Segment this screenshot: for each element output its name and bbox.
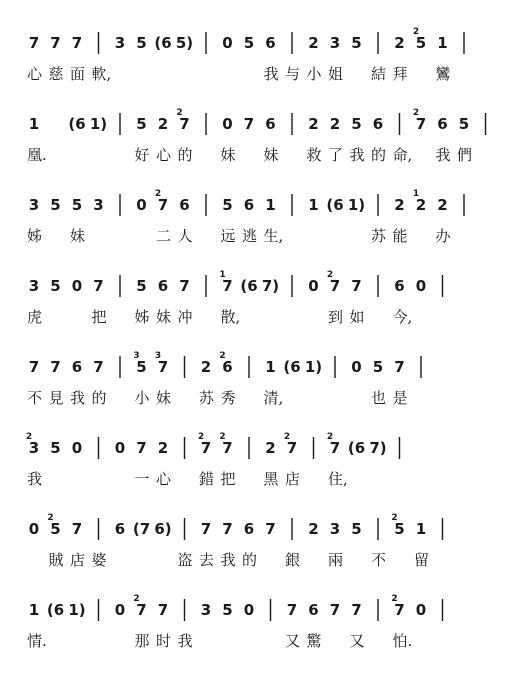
lyric-char: 办 [435,227,451,245]
lyric-char: 的 [242,551,258,569]
note-number: (6 [68,115,86,133]
note-number: 7 [50,34,61,52]
lyric-char: 店 [70,551,86,569]
note-number: 7 [179,277,190,295]
lyric-char: 店 [285,470,301,488]
grace-note: 2 [219,432,226,442]
note-number: 2 [394,34,405,52]
note-number: 7 [136,439,147,457]
note-number: 2 [200,358,212,376]
lyric-char: 时 [156,632,172,650]
note-number: 7 [71,520,83,538]
lyric-char: 面 [70,65,86,83]
note-number: 6 [308,601,319,619]
lyric-char: 冲 [177,308,193,326]
note-number: 5 [50,196,61,214]
lyric-char: 妹 [263,146,279,164]
lyric-char: 生, [263,227,284,245]
note-number: 7 [157,358,169,376]
note-number: (7 [132,520,151,538]
note-number: 7 [329,601,341,619]
note-number: 1 [265,358,276,376]
lyric-char: 住, [328,470,348,488]
grace-note: 2 [283,432,291,442]
lyric-char: 兩 [328,551,344,569]
note-number: 5 [50,277,61,295]
lyric-char: 不 [371,551,387,569]
lyric-char: 姐 [328,65,344,83]
note-number: 3 [329,34,341,52]
note-number: 0 [222,115,233,133]
note-number: 7 [286,439,298,457]
lyric-char: 見 [48,389,64,407]
lyric-char: 清, [263,389,284,407]
note-number: 7) [369,439,387,457]
lyric-char: 鸞 [435,65,451,83]
note-number: 7 [50,358,61,376]
note-number: 3 [114,34,126,52]
note-number: 0 [222,34,233,52]
note-number: 7 [93,358,104,376]
lyric-char: 如 [349,308,365,326]
lyric-char: 妹 [156,308,172,326]
note-number: 7) [261,277,280,295]
note-number: 5 [136,358,147,376]
note-number: 6 [222,358,233,376]
grace-note: 2 [25,432,33,442]
note-number: 5) [175,34,194,52]
note-number: 0 [308,277,319,295]
note-number: 7 [286,601,298,619]
note-number: 7 [415,115,427,133]
note-number: 7 [136,601,147,619]
note-number: 7 [200,520,212,538]
note-number: 6 [179,196,190,214]
note-number: (6 [326,196,344,214]
lyric-char: 姊 [27,227,43,245]
note-number: 5 [415,34,427,52]
lyric-char: 情. [27,632,47,650]
note-number: 7 [157,196,169,214]
lyric-char: 凰. [27,146,47,164]
grace-note: 1 [412,189,420,199]
note-number: 6 [437,115,448,133]
note-number: 1 [28,601,40,619]
note-number: 2 [329,115,341,133]
grace-note: 1 [219,270,226,280]
note-number: 0 [71,277,83,295]
note-number: 7 [28,34,40,52]
note-number: 1) [347,196,366,214]
note-number: 5 [50,520,61,538]
note-number: 5 [136,34,147,52]
lyric-char: 好 [134,146,150,164]
note-number: 0 [415,601,427,619]
lyric-char: 散, [220,308,241,326]
lyric-char: 們 [457,146,473,164]
lyric-char: 命, [392,146,413,164]
note-number: 2 [157,439,169,457]
note-number: 3 [329,520,341,538]
grace-note: 2 [391,594,398,604]
note-number: 7 [179,115,190,133]
lyric-char: 黑 [263,470,279,488]
lyric-char: 我 [27,470,43,488]
note-number: 7 [200,439,212,457]
note-number: (6 [347,439,366,457]
note-number: (6 [240,277,258,295]
note-number: 7 [265,520,276,538]
note-number: 6 [157,277,169,295]
note-number: 7 [222,520,233,538]
grace-note: 2 [133,594,140,604]
note-number: 3 [28,196,40,214]
note-number: (6 [154,34,172,52]
note-number: 7 [222,439,233,457]
note-number: 6 [372,115,384,133]
note-number: 2 [308,115,319,133]
lyric-char: 拜 [392,65,408,83]
note-number: (6 [46,601,65,619]
grace-note: 2 [47,513,54,523]
note-number: 2 [415,196,427,214]
lyric-char: 一 [134,470,150,488]
lyric-char: 逃 [242,227,258,245]
note-number: 1 [265,196,276,214]
note-number: 2 [265,439,276,457]
lyric-char: 我 [263,65,279,83]
lyric-char: 妹 [156,389,172,407]
lyric-char: 把 [220,470,236,488]
note-number: 2 [308,520,319,538]
lyric-char: 去 [199,551,215,569]
lyric-char: 妹 [220,146,236,164]
note-number: 1) [304,358,323,376]
note-number: 1 [415,520,427,538]
note-number: 1 [437,34,448,52]
lyric-char: 苏 [371,227,387,245]
note-number: 7 [329,439,341,457]
note-number: 0 [114,601,126,619]
note-number: 3 [28,439,40,457]
grace-note: 2 [154,189,162,199]
lyric-char: 錯 [199,470,215,488]
lyric-char: 結 [371,65,387,83]
lyric-char: 又 [349,632,365,650]
lyric-char: 軟, [91,65,112,83]
lyric-char: 人 [177,227,193,245]
lyric-char: 姊 [134,308,150,326]
note-number: 3 [93,196,104,214]
lyric-char: 的 [371,146,387,164]
note-number: (6 [283,358,301,376]
note-number: 7 [222,277,233,295]
lyric-char: 我 [220,551,236,569]
lyric-char: 留 [414,551,430,569]
note-number: 6 [243,520,255,538]
lyric-char: 慈 [48,65,64,83]
note-number: 7 [93,277,104,295]
note-number: 0 [28,520,40,538]
note-number: 0 [243,601,255,619]
note-number: 7 [394,358,405,376]
lyric-char: 我 [349,146,365,164]
lyric-char: 我 [70,389,86,407]
grace-note: 2 [412,27,420,37]
note-number: 5 [394,520,405,538]
grace-note: 2 [219,351,226,361]
lyric-char: 的 [91,389,107,407]
lyric-char: 心 [156,470,172,488]
note-number: 0 [136,196,147,214]
lyric-char: 妹 [70,227,86,245]
note-number: 5 [222,196,233,214]
note-number: 5 [71,196,83,214]
grace-note: 2 [176,108,183,118]
lyric-char: 虎 [27,308,43,326]
note-number: 3 [200,601,212,619]
lyric-char: 驚 [306,632,322,650]
lyric-char: 婆 [91,551,107,569]
lyric-char: 也 [371,389,387,407]
note-number: 2 [157,115,169,133]
note-number: 5 [136,277,147,295]
note-number: 5 [222,601,233,619]
note-number: 7 [243,115,255,133]
note-number: 7 [351,277,362,295]
lyric-char: 的 [177,146,193,164]
note-number: 7 [71,34,83,52]
lyric-char: 秀 [220,389,236,407]
lyric-char: 又 [285,632,301,650]
lyric-char: 小 [306,65,322,83]
note-number: 0 [351,358,362,376]
note-number: 1 [28,115,40,133]
note-number: 3 [28,277,40,295]
lyric-char: 心 [27,65,43,83]
note-number: 5 [243,34,255,52]
lyric-char: 小 [134,389,150,407]
note-number: 5 [351,34,362,52]
note-number: 6 [114,520,126,538]
note-number: 6 [265,115,276,133]
note-number: 0 [114,439,126,457]
note-number: 6) [154,520,172,538]
note-number: 2 [394,196,405,214]
grace-note: 3 [154,351,162,361]
note-number: 1 [308,196,319,214]
note-number: 5 [136,115,147,133]
grace-note: 2 [326,270,334,280]
lyric-char: 是 [392,389,408,407]
note-number: 1) [68,601,86,619]
note-number: 7 [157,601,169,619]
lyric-char: 今, [392,308,413,326]
lyric-char: 怕. [392,632,413,650]
lyric-char: 到 [328,308,344,326]
lyric-char: 能 [392,227,408,245]
note-number: 2 [308,34,319,52]
note-number: 6 [394,277,405,295]
lyric-char: 那 [134,632,150,650]
note-number: 5 [351,115,362,133]
lyric-char: 心 [156,146,172,164]
note-number: 6 [71,358,83,376]
lyric-char: 苏 [199,389,215,407]
note-number: 6 [265,34,276,52]
grace-note: 2 [412,108,420,118]
lyric-char: 我 [435,146,451,164]
lyric-char: 二 [156,227,172,245]
note-number: 7 [329,277,341,295]
note-number: 7 [351,601,362,619]
note-number: 5 [372,358,384,376]
note-number: 7 [28,358,40,376]
note-number: 5 [50,439,61,457]
lyric-char: 救 [306,146,322,164]
note-number: 2 [437,196,448,214]
note-number: 0 [415,277,427,295]
grace-note: 2 [391,513,398,523]
note-number: 1) [89,115,108,133]
lyric-char: 了 [328,146,344,164]
note-number: 6 [243,196,255,214]
note-number: 7 [394,601,405,619]
note-number: 5 [458,115,470,133]
grace-note: 2 [326,432,334,442]
lyric-char: 与 [285,65,301,83]
lyric-char: 盗 [177,551,193,569]
lyric-char: 我 [177,632,193,650]
grace-note: 3 [133,351,140,361]
note-number: 5 [351,520,362,538]
lyric-char: 远 [220,227,236,245]
lyric-char: 銀 [285,551,301,569]
lyric-char: 不 [27,389,43,407]
lyric-char: 賊 [48,551,64,569]
note-number: 0 [71,439,83,457]
lyric-char: 把 [91,308,107,326]
grace-note: 2 [197,432,205,442]
